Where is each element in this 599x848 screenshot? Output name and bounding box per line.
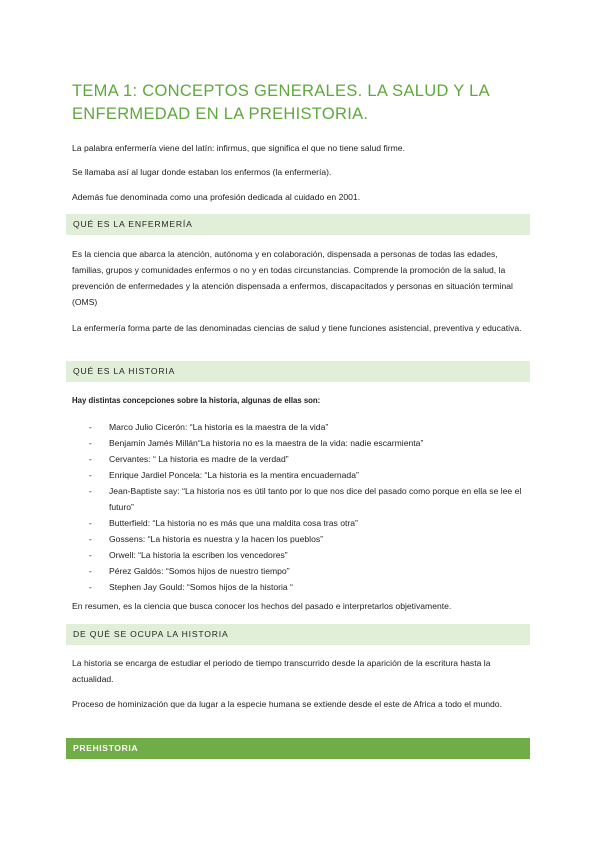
list-item xyxy=(72,531,530,547)
quote-text: Pérez Galdós: “Somos hijos de nuestro tiempo” xyxy=(109,566,290,576)
quote-text: Butterfield: “La historia no es más que una maldita cosa tras otra” xyxy=(109,518,358,528)
quote-text: Orwell: “La historia la escriben los vencedores” xyxy=(109,550,288,560)
list-item xyxy=(72,451,530,467)
quote-text: Enrique Jardiel Poncela: “La historia es la mentira encuadernada” xyxy=(109,470,359,480)
bullet-dash: - xyxy=(89,518,92,528)
bullet-dash: - xyxy=(89,566,92,576)
list-item xyxy=(72,579,530,595)
list-item xyxy=(72,563,530,579)
enfermeria-functions-paragraph: La enfermería forma parte de las denominadas ciencias de salud y tiene funciones asistencial, preventiva y educativa. xyxy=(72,323,522,333)
bullet-dash: - xyxy=(89,438,92,448)
quote-text: Benjamín Jamés Millán“La historia no es la maestra de la vida: nadie escarmienta” xyxy=(109,438,424,448)
quote-text: Marco Julio Cicerón: “La historia es la maestra de la vida” xyxy=(109,422,329,432)
section-heading-ocupa-historia: DE QUÉ SE OCUPA LA HISTORIA xyxy=(66,624,530,645)
enfermeria-definition-paragraph: Es la ciencia que abarca la atención, autónoma y en colaboración, dispensada a personas de todas las edades, familias, grupos y comunidades enfermos o no y en todas circunstancias. Comprende la promoción de la salud, la prevención de enfermedades y la atención dispensada a enfermos, discapacitados y personas en situación terminal (OMS) xyxy=(72,249,513,307)
quote-text: Stephen Jay Gould: “Somos hijos de la historia “ xyxy=(109,582,293,592)
list-item xyxy=(72,435,530,451)
quote-text: Jean-Baptiste say: “La historia nos es útil tanto por lo que nos dice del pasado como porque en ella se lee el futuro” xyxy=(109,486,522,512)
ocupa-historia-paragraph-2: Proceso de hominización que da lugar a la especie humana se extiende desde el este de Africa a todo el mundo. xyxy=(72,699,502,709)
historia-intro-text: Hay distintas concepciones sobre la historia, algunas de ellas son: xyxy=(72,396,321,405)
list-item xyxy=(72,467,530,483)
list-item xyxy=(72,515,530,531)
list-item xyxy=(72,547,530,563)
quote-text: Cervantes: “ La historia es madre de la verdad” xyxy=(109,454,289,464)
bullet-dash: - xyxy=(89,422,92,432)
intro-paragraph-1: La palabra enfermería viene del latín: infirmus, que significa el que no tiene salud firme. xyxy=(72,143,405,153)
quote-text: Gossens: “La historia es nuestra y la hacen los pueblos” xyxy=(109,534,324,544)
bullet-dash: - xyxy=(89,470,92,480)
historia-summary-paragraph: En resumen, es la ciencia que busca conocer los hechos del pasado e interpretarlos objetivamente. xyxy=(72,601,452,611)
bullet-dash: - xyxy=(89,582,92,592)
section-heading-historia: QUÉ ES LA HISTORIA xyxy=(66,361,530,382)
list-item xyxy=(72,419,530,435)
intro-paragraph-2: Se llamaba así al lugar donde estaban los enfermos (la enfermería). xyxy=(72,167,332,177)
section-heading-prehistoria: PREHISTORIA xyxy=(66,738,530,759)
bullet-dash: - xyxy=(89,486,92,496)
historia-quotes-list xyxy=(72,419,530,595)
bullet-dash: - xyxy=(89,550,92,560)
section-heading-enfermeria: QUÉ ES LA ENFERMERÍA xyxy=(66,214,530,235)
ocupa-historia-paragraph-1: La historia se encarga de estudiar el periodo de tiempo transcurrido desde la aparición de la escritura hasta la actualidad. xyxy=(72,658,491,684)
bullet-dash: - xyxy=(89,534,92,544)
intro-paragraph-3: Además fue denominada como una profesión dedicada al cuidado en 2001. xyxy=(72,192,361,202)
page-title: TEMA 1: CONCEPTOS GENERALES. LA SALUD Y LA ENFERMEDAD EN LA PREHISTORIA. xyxy=(72,82,490,123)
list-item xyxy=(72,483,530,515)
bullet-dash: - xyxy=(89,454,92,464)
